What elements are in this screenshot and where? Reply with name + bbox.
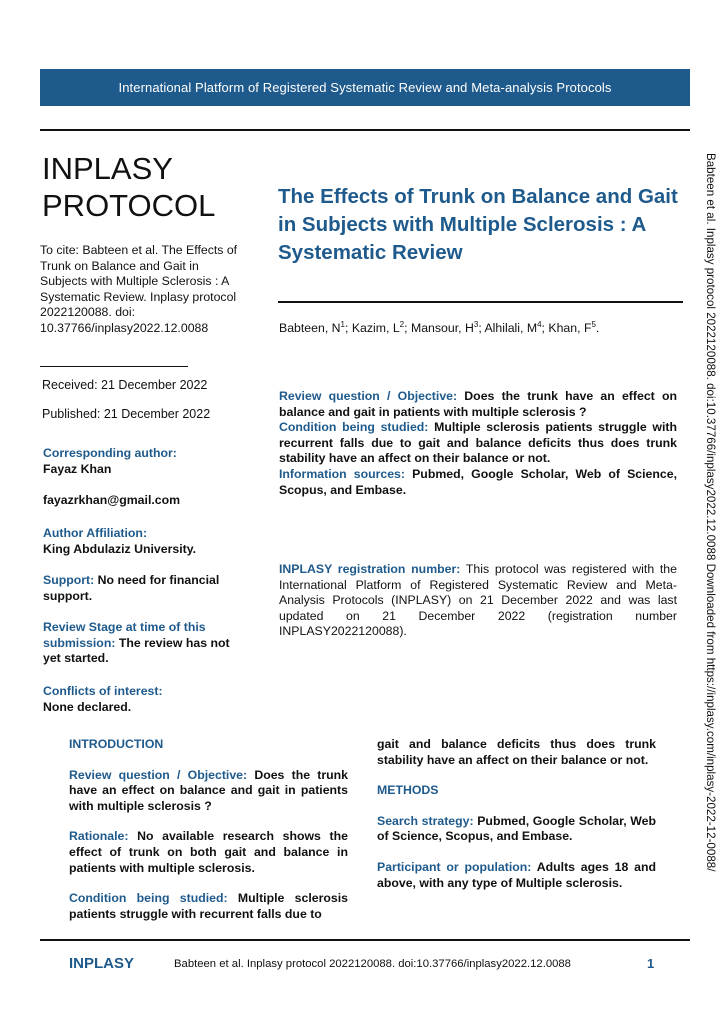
body-rq: Review question / Objective: Does the trunk have an effect on balance and gait in patients with multiple sclerosis ? (69, 767, 348, 813)
left-divider (40, 366, 188, 367)
brand-line-2: PROTOCOL (42, 188, 216, 223)
conflicts-of-interest (43, 684, 243, 715)
body-condition-cont: gait and balance deficits thus does trunk stability have an affect on their balance or not. (377, 737, 656, 767)
summary-info: Pubmed, Google Scholar, Web of Science, Scopus, and Embase. (279, 466, 677, 497)
author-list (279, 320, 599, 335)
stage-value: The review has not yet started. (43, 635, 230, 665)
conflicts-label: Conflicts of interest: (43, 684, 163, 698)
summary-condition: Multiple sclerosis patients struggle with recurrent falls due to gait and balance deficits thus does trunk stability have an affect on their balance or not. (279, 420, 677, 466)
body-rationale: Rationale: No available research shows the effect of trunk on both gait and balance in patients with multiple sclerosis. (69, 829, 348, 875)
corresponding-name: Fayaz Khan (43, 461, 112, 476)
footer-brand: INPLASY (69, 955, 135, 972)
author-email[interactable]: fayazrkhan@gmail.com (43, 493, 181, 507)
body-condition: Condition being studied: Multiple sclerosis patients struggle with recurrent falls due to (69, 891, 348, 921)
corresponding-author (43, 446, 243, 477)
body-participant: Participant or population: Adults ages 18 and above, with any type of Multiple sclerosis. (377, 859, 656, 890)
body-search: Search strategy: Pubmed, Google Scholar, Web of Science, Scopus, and Embase. (377, 813, 656, 844)
registration-info (279, 562, 677, 640)
methods-heading: METHODS (377, 783, 439, 798)
author-4: Alhilali, $M^4$; (484, 320, 549, 336)
author-affiliation (43, 526, 243, 557)
footer-rule (40, 939, 690, 941)
author-5: Khan, $F^5$. (548, 320, 600, 336)
author-1: Babteen, $N^1$; (279, 320, 352, 336)
footer-citation: Babteen et al. Inplasy protocol 2022120088. doi:10.37766/inplasy2022.12.0088 (174, 958, 571, 970)
article-title: The Effects of Trunk on Balance and Gait in Subjects with Multiple Sclerosis : A Systematic Review (278, 185, 678, 264)
page-number: 1 (647, 956, 655, 971)
cite-text: To cite: Babteen et al. The Effects of Trunk on Balance and Gait in Subjects with Multiple Sclerosis : A Systematic Review. Inplasy protocol 2022120088. doi: 10.37766/inplasy2022.12.0088 (40, 243, 238, 335)
summary-rq: Does the trunk have an effect on balance and gait in patients with multiple sclerosis ? (279, 389, 677, 419)
body-column-left (69, 737, 348, 922)
side-download-note: Babteen et al. Inplasy protocol 2022120088. doi:10.37766/inplasy2022.12.0088 Downloaded from https://inplasy.com/inplasy-2022-12-0088/ (704, 153, 717, 872)
author-3: Mansour, $H^3$; (410, 320, 485, 336)
author-2: Kazim, $L^2$; (351, 320, 411, 336)
corresponding-label: Corresponding author: (43, 446, 177, 460)
support-label: Support: (43, 573, 95, 587)
registration-label: INPLASY registration number: (279, 562, 461, 576)
support-value: No need for financial support. (43, 573, 220, 603)
banner-text: International Platform of Registered Systematic Review and Meta-analysis Protocols (118, 80, 612, 95)
summary-rq-label: Review question / Objective: (279, 389, 458, 403)
protocol-brand (42, 150, 215, 224)
conflicts-value: None declared. (43, 699, 132, 714)
registration-text: This protocol was registered with the International Platform of Registered Systematic Review and Meta-Analysis Protocols (INPLASY) on 21 December 2022 and was last updated on 21 December 2022 (registration number INPLASY2022120088). (279, 562, 677, 639)
received-date: Received: 21 December 2022 (42, 378, 208, 392)
affiliation-value: King Abdulaziz University. (43, 541, 197, 556)
published-date: Published: 21 December 2022 (42, 407, 211, 421)
abstract-summary (279, 389, 677, 498)
review-stage (43, 620, 233, 667)
top-rule (40, 129, 690, 131)
header-banner (40, 69, 690, 106)
intro-heading: INTRODUCTION (69, 737, 164, 751)
summary-info-label: Information sources: (279, 466, 405, 481)
summary-condition-label: Condition being studied: (279, 420, 429, 435)
title-rule (278, 301, 683, 303)
affiliation-label: Author Affiliation: (43, 526, 148, 540)
brand-line-1: INPLASY (42, 151, 173, 186)
support (43, 573, 243, 604)
body-column-right (377, 737, 656, 891)
stage-label: Review Stage at time of this submission: (43, 620, 206, 650)
